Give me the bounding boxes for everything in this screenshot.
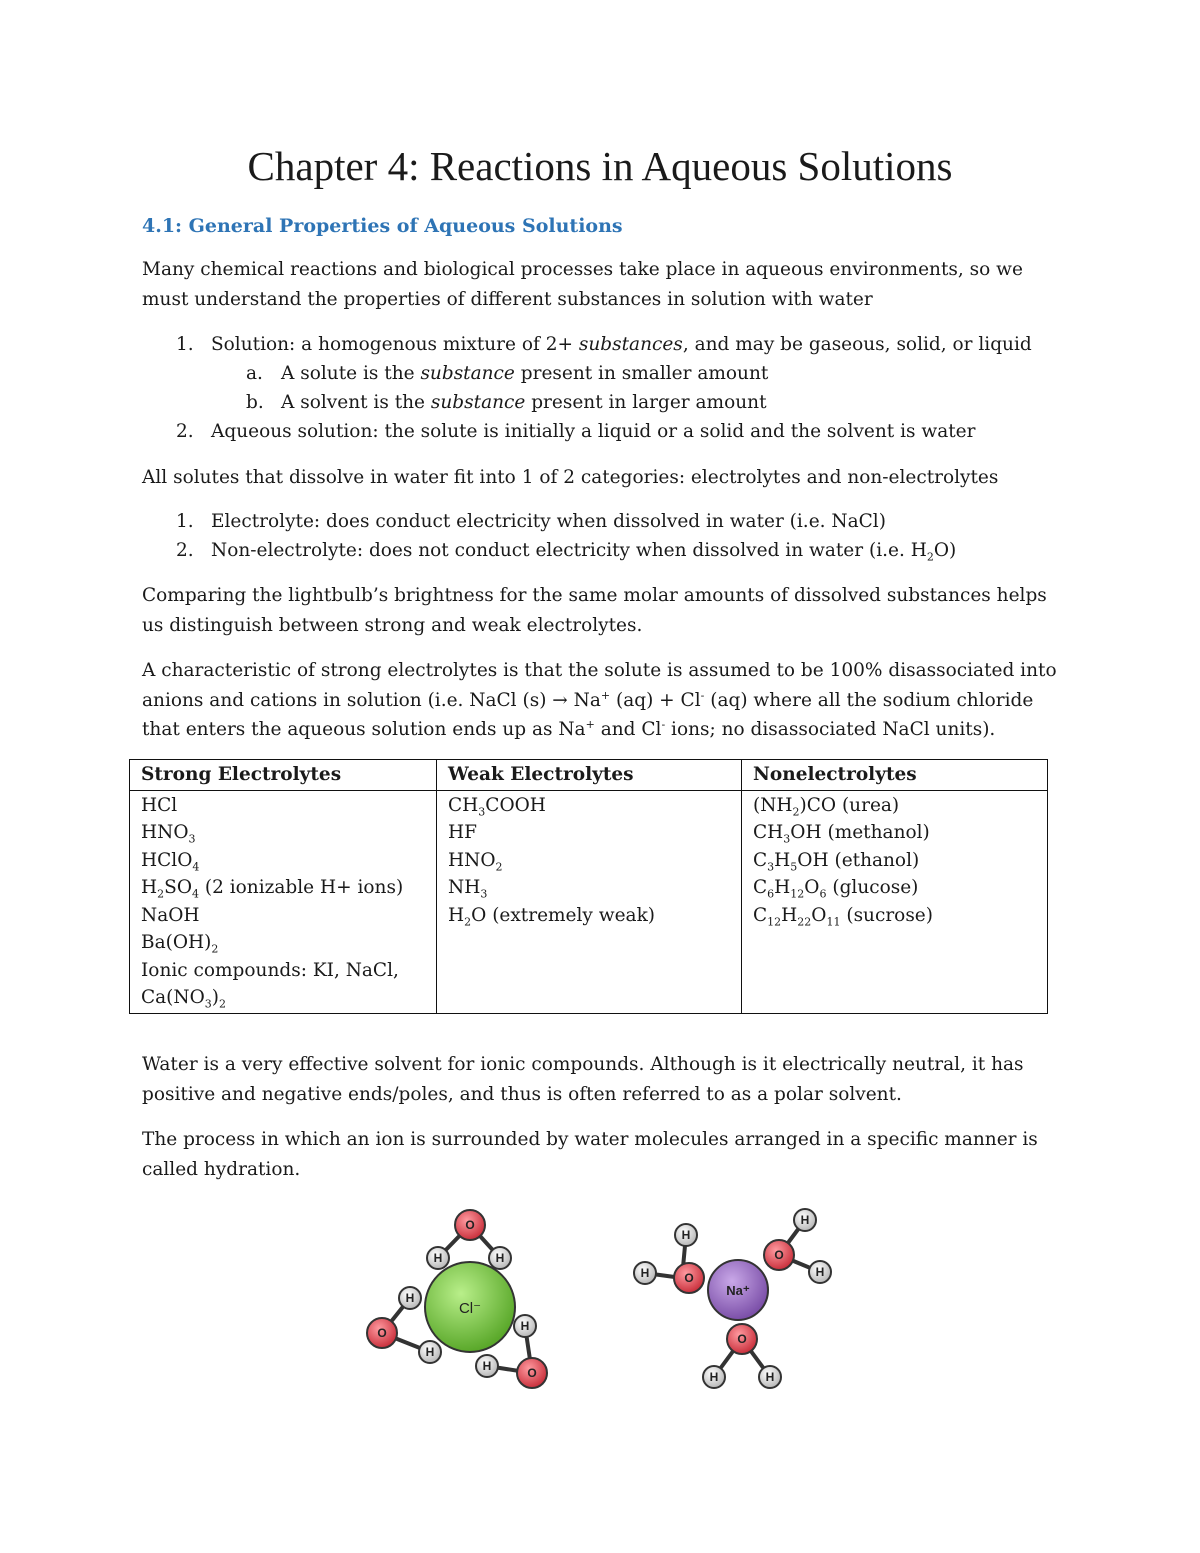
header-weak: Weak Electrolytes: [437, 760, 742, 791]
list-item: 2. Non-electrolyte: does not conduct electricity when dissolved in water (i.e. $H_2O$): [176, 540, 957, 564]
list-item: 1. Solution: a homogenous mixture of 2+ substances, and may be gaseous, solid, or liquid: [176, 334, 1032, 355]
oxygen-label: O: [465, 1218, 475, 1232]
list-letter: b.: [246, 392, 264, 413]
list-item: 2. Aqueous solution: the solute is initially a liquid or a solid and the solvent is water: [176, 421, 976, 442]
hydrogen-label: H: [681, 1228, 691, 1242]
list-letter: a.: [246, 363, 263, 384]
header-strong: Strong Electrolytes: [130, 760, 437, 791]
hydrogen-label: H: [482, 1359, 492, 1373]
hydrogen-label: H: [640, 1266, 650, 1280]
hydrogen-label: H: [815, 1265, 825, 1279]
list-number: 1.: [176, 511, 194, 532]
list-item: 1. Electrolyte: does conduct electricity when dissolved in water (i.e. NaCl): [176, 511, 886, 532]
sodium-label: Na⁺: [726, 1283, 750, 1298]
list-item: a. A solute is the substance present in smaller amount: [246, 363, 769, 384]
oxygen-label: O: [774, 1248, 784, 1262]
nonelectrolytes-cell: $(NH_2)CO$ (urea) $CH_3OH$ (methanol) $C_3H_5OH$ (ethanol) $C_6H_{12}O_6$ (glucose) $C_{12}H_{22}O_{11}$ (sucrose): [742, 790, 1048, 1013]
page-title: Chapter 4: Reactions in Aqueous Solutions: [247, 143, 953, 189]
oxygen-label: O: [527, 1366, 537, 1380]
categories-paragraph: All solutes that dissolve in water fit into 1 of 2 categories: electrolytes and non-electrolytes: [142, 467, 999, 488]
chloride-label: Cl⁻: [458, 1300, 482, 1317]
water-paragraph: Water is a very effective solvent for ionic compounds. Although is it electrically neutral, it has positive and negative ends/poles, and thus is often referred to as a polar solvent.: [142, 1054, 1024, 1105]
hydrogen-label: H: [765, 1370, 775, 1384]
list-number: 1.: [176, 334, 194, 355]
list-number: 2.: [176, 421, 194, 442]
oxygen-label: O: [737, 1332, 747, 1346]
strong-electrolytes-cell: HCl $HNO_3$ HClO$_4$ $H_2SO_4$ (2 ionizable H+ ions) NaOH $Ba(OH)_2$ Ionic compounds: KI, NaCl, $Ca(NO_3)_2$: [130, 790, 437, 1013]
hydrogen-label: H: [709, 1370, 719, 1384]
hydrogen-label: H: [433, 1251, 443, 1265]
oxygen-label: O: [377, 1326, 387, 1340]
hydrogen-label: H: [800, 1213, 810, 1227]
hydrogen-label: H: [405, 1291, 415, 1305]
intro-paragraph: Many chemical reactions and biological processes take place in aqueous environments, so we must understand the properties of different substances in solution with water: [142, 259, 1023, 310]
hydrogen-label: H: [520, 1319, 530, 1333]
list-item: b. A solvent is the substance present in larger amount: [246, 392, 767, 413]
strong-electrolyte-paragraph: A characteristic of strong electrolytes is that the solute is assumed to be 100% disassociated into anions and cations in solution (i.e. NaCl (s) → Na+ (aq) + Cl- (aq) where all the sodium chloride that enters the aqueous solution ends up as Na+ and Cl- ions; no disassociated NaCl units).: [142, 660, 1057, 740]
lightbulb-paragraph: Comparing the lightbulb’s brightness for the same molar amounts of dissolved substances helps us distinguish between strong and weak electrolytes.: [142, 585, 1047, 636]
header-non: Nonelectrolytes: [742, 760, 1048, 791]
oxygen-label: O: [684, 1271, 694, 1285]
hydrogen-label: H: [425, 1345, 435, 1359]
hydrogen-label: H: [495, 1251, 505, 1265]
weak-electrolytes-cell: $CH_3COOH$ HF $HNO_2$ $NH_3$ $H_2O$ (extremely weak): [437, 790, 742, 1013]
list-number: 2.: [176, 540, 194, 561]
section-heading: 4.1: General Properties of Aqueous Solutions: [142, 215, 623, 237]
hydration-paragraph: The process in which an ion is surrounded by water molecules arranged in a specific manner is called hydration.: [142, 1129, 1038, 1180]
